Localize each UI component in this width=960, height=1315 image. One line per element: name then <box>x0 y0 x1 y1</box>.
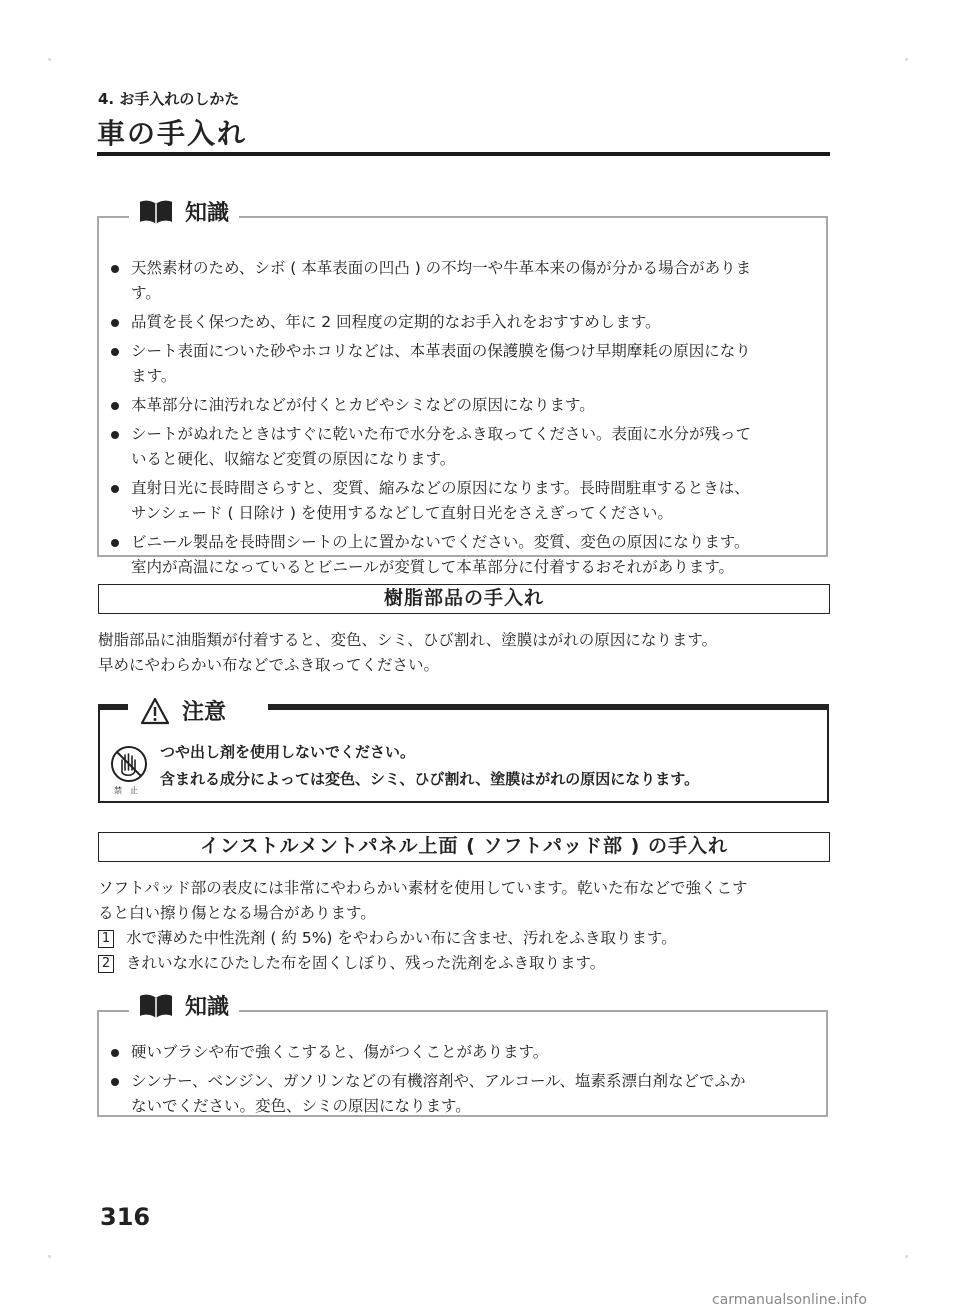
knowledge-header <box>129 196 239 227</box>
prohibited-label: 禁止 <box>114 786 146 795</box>
page-title: 車の手入れ <box>97 117 248 150</box>
book-icon <box>139 199 173 225</box>
list-item: ビニール製品を長時間シートの上に置かないでください。変質、変色の原因になります。 室内が高温になっているとビニールが変質して本革部分に付着するおそれがあります。 <box>99 530 816 580</box>
knowledge-label: 知識 <box>185 995 230 1020</box>
knowledge-header <box>129 990 239 1021</box>
knowledge-box-1 <box>97 201 828 576</box>
caution-header <box>140 695 226 726</box>
warning-triangle-icon <box>140 697 170 725</box>
section-body-instrument-panel: ソフトパッド部の表皮には非常にやわらかい素材を使用しています。乾いた布などで強くこす ると白い擦り傷となる場合があります。 1 水で薄めた中性洗剤 ( 約 5%) をやわらかい布に含ませ、汚れをふき取ります。 2 きれいな水にひたした布を固くしぼり、残った洗剤をふき取ります。 <box>98 876 838 976</box>
section-title-resin: 樹脂部品の手入れ <box>98 584 830 614</box>
list-item: シートがぬれたときはすぐに乾いた布で水分をふき取ってください。表面に水分が残って いると硬化、収縮など変質の原因になります。 <box>99 422 816 472</box>
list-item: 品質を長く保つため、年に 2 回程度の定期的なお手入れをおすすめします。 <box>99 310 816 335</box>
knowledge-box-2 <box>97 995 828 1117</box>
title-divider <box>97 152 830 156</box>
step-item: 1 水で薄めた中性洗剤 ( 約 5%) をやわらかい布に含ませ、汚れをふき取ります。 <box>98 926 838 951</box>
book-icon <box>139 993 173 1019</box>
page-number: 316 <box>100 1203 151 1231</box>
list-item: 硬いブラシや布で強くこすると、傷がつくことがあります。 <box>99 1040 816 1065</box>
list-item: 天然素材のため、シボ ( 本革表面の凹凸 ) の不均一や牛革本来の傷が分かる場合がありま す。 <box>99 256 816 306</box>
list-item: シンナー、ベンジン、ガソリンなどの有機溶剤や、アルコール、塩素系漂白剤などでふか ないでください。変色、シミの原因になります。 <box>99 1069 816 1119</box>
list-item: 直射日光に長時間さらすと、変質、縮みなどの原因になります。長時間駐車するときは、 サンシェード ( 日除け ) を使用するなどして直射日光をさえぎってください。 <box>99 476 816 526</box>
list-item: 本革部分に油汚れなどが付くとカビやシミなどの原因になります。 <box>99 393 816 418</box>
step-number: 1 <box>98 930 114 948</box>
section-title-instrument-panel: インストルメントパネル上面 ( ソフトパッド部 ) の手入れ <box>98 832 830 862</box>
step-number: 2 <box>98 955 114 973</box>
knowledge-list <box>99 1040 816 1119</box>
section-body-resin: 樹脂部品に油脂類が付着すると、変色、シミ、ひび割れ、塗膜はがれの原因になります。 早めにやわらかい布などでふき取ってください。 <box>98 631 718 674</box>
list-item: シート表面についた砂やホコリなどは、本革表面の保護膜を傷つけ早期摩耗の原因になり ます。 <box>99 339 816 389</box>
knowledge-list <box>99 256 816 580</box>
knowledge-label: 知識 <box>185 201 230 226</box>
caution-line-2: 含まれる成分によっては変色、シミ、ひび割れ、塗膜はがれの原因になります。 <box>160 770 700 788</box>
caution-line-1: つや出し剤を使用しないでください。 <box>160 743 416 761</box>
footer-watermark: carmanualsonline.info <box>712 1292 867 1308</box>
caution-label: 注意 <box>182 700 227 725</box>
chapter-heading: 4. お手入れのしかた <box>98 90 240 108</box>
step-item: 2 きれいな水にひたした布を固くしぼり、残った洗剤をふき取ります。 <box>98 951 838 976</box>
